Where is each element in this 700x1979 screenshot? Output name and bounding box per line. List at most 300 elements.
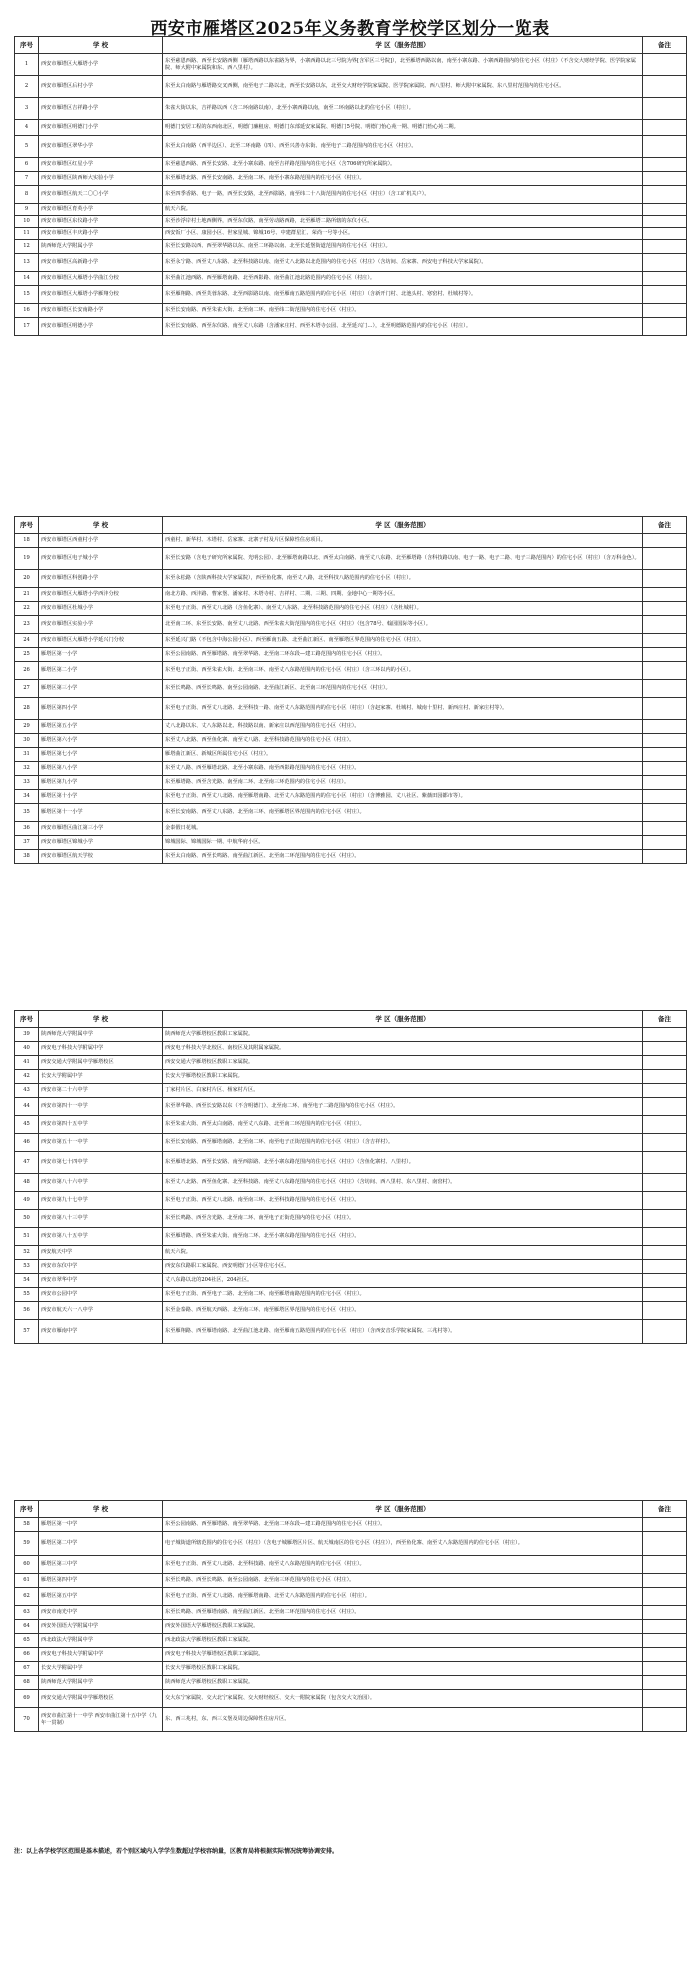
- service-area: 东至长安南路、西至朱雀大街、北至南二环、南至纬二街范围内的住宅小区（村庄）。: [163, 304, 643, 318]
- remark-cell: [643, 1192, 687, 1210]
- table-row: [15, 98, 687, 120]
- table-row: [15, 790, 687, 804]
- remark-cell: [643, 1174, 687, 1192]
- table-row: [15, 720, 687, 734]
- service-area: 西北政法大学雁塔校区教职工家属院。: [163, 1634, 643, 1648]
- row-number: 44: [15, 1098, 39, 1116]
- table-row: [15, 158, 687, 172]
- row-number: 57: [15, 1320, 39, 1344]
- header-remark: 备注: [643, 1011, 687, 1028]
- remark-cell: [643, 272, 687, 286]
- row-number: 42: [15, 1070, 39, 1084]
- table-row: [15, 1056, 687, 1070]
- header-remark: 备注: [643, 37, 687, 54]
- remark-cell: [643, 748, 687, 762]
- header-remark: 备注: [643, 1501, 687, 1518]
- row-number: 45: [15, 1116, 39, 1134]
- remark-cell: [643, 1152, 687, 1174]
- table-row: [15, 762, 687, 776]
- remark-cell: [643, 570, 687, 588]
- table-row: [15, 1116, 687, 1134]
- header-no: 序号: [15, 37, 39, 54]
- table-row: [15, 272, 687, 286]
- school-name: 雁塔区第九小学: [39, 776, 163, 790]
- school-name: 西安市雁塔区育英小学: [39, 204, 163, 216]
- remark-cell: [643, 240, 687, 254]
- table-row: [15, 1556, 687, 1574]
- table-row: [15, 120, 687, 136]
- row-number: 13: [15, 254, 39, 272]
- service-area: 东至曲江池西路、西至雁塔南路、北至西影路、南至曲江池北路范围内的住宅小区（村庄）。: [163, 272, 643, 286]
- row-number: 5: [15, 136, 39, 158]
- row-number: 39: [15, 1028, 39, 1042]
- row-number: 61: [15, 1574, 39, 1588]
- header-area: 学 区（服务范围）: [163, 1501, 643, 1518]
- remark-cell: [643, 120, 687, 136]
- row-number: 68: [15, 1676, 39, 1690]
- remark-cell: [643, 1588, 687, 1606]
- table-row: [15, 1098, 687, 1116]
- remark-cell: [643, 602, 687, 616]
- row-number: 28: [15, 698, 39, 720]
- remark-cell: [643, 216, 687, 228]
- row-number: 9: [15, 204, 39, 216]
- service-area: 长安大学雁塔校区教职工家属院。: [163, 1662, 643, 1676]
- row-number: 32: [15, 762, 39, 776]
- school-name: 雁塔区第八小学: [39, 762, 163, 776]
- service-area: 西安饭厂小区、康园小区、世家星城、锦城16号、中建群星汇、荣尚一号等小区。: [163, 228, 643, 240]
- header-school: 学 校: [39, 37, 163, 54]
- service-area: 东至雁塔北路、西至长安路、南至西影路、北至小寨东路范围内的住宅小区（村庄）（含鱼化寨村、八里村）。: [163, 1152, 643, 1174]
- service-area: 电子城街道所辖范围内的住宅小区（村庄）（含电子城雁塔区片区、航天城南区的住宅小区（村庄）），西至鱼化寨、南至丈八东路范围内的住宅小区（村庄）。: [163, 1532, 643, 1556]
- school-name: 西安市东仪中学: [39, 1260, 163, 1274]
- row-number: 15: [15, 286, 39, 304]
- table-row: [15, 304, 687, 318]
- school-name: 雁塔区第六小学: [39, 734, 163, 748]
- table-row: [15, 76, 687, 98]
- remark-cell: [643, 1634, 687, 1648]
- service-area: 东至长安路以西、西至翠华路以东、南至二环路以南、北至长延堡街道范围内的住宅小区（村庄）。: [163, 240, 643, 254]
- remark-cell: [643, 1260, 687, 1274]
- service-area: 丈八北路以东、丈八东路以北、科技路以南、新家庄以西范围内的住宅小区（村庄）。: [163, 720, 643, 734]
- row-number: 25: [15, 648, 39, 662]
- row-number: 20: [15, 570, 39, 588]
- row-number: 62: [15, 1588, 39, 1606]
- remark-cell: [643, 1676, 687, 1690]
- row-number: 10: [15, 216, 39, 228]
- table-row: [15, 1260, 687, 1274]
- remark-cell: [643, 734, 687, 748]
- service-area: 东至公园南路、西至雁塔路、南至翠华路、北至南二环东段—建工路范围内的住宅小区（村庄）。: [163, 648, 643, 662]
- header-school: 学 校: [39, 517, 163, 534]
- service-area: 西安外国语大学雁塔校区教职工家属院。: [163, 1620, 643, 1634]
- service-area: 东至永宁路、西至丈八东路、北至科技路以南、南至丈八北路以北范围内的住宅小区（村庄）（含坊间、岳家寨、西安电子科技大学家属院）。: [163, 254, 643, 272]
- school-name: 西安市雁塔区实验小学: [39, 616, 163, 634]
- remark-cell: [643, 98, 687, 120]
- row-number: 21: [15, 588, 39, 602]
- remark-cell: [643, 822, 687, 836]
- table-row: [15, 1152, 687, 1174]
- row-number: 38: [15, 850, 39, 864]
- service-area: 东至丈八北路、西至鱼化寨、南至丈八路、北至科技路范围内的住宅小区（村庄）。: [163, 734, 643, 748]
- service-area: 东至永松路（含陕西科技大学家属院），西至鱼化寨，南至丈八路，北至科技八路范围内的住宅小区（村庄）。: [163, 570, 643, 588]
- remark-cell: [643, 534, 687, 548]
- row-number: 33: [15, 776, 39, 790]
- table-row: [15, 172, 687, 186]
- remark-cell: [643, 836, 687, 850]
- school-name: 西安市第九十七中学: [39, 1192, 163, 1210]
- school-name: 西安市翠华中学: [39, 1274, 163, 1288]
- service-area: 东至电子正街、西至丈八北路、北至科技路、南至丈八东路范围内的住宅小区（村庄）。: [163, 1556, 643, 1574]
- service-area: 东至长安路（含电子研究所家属院、光明公园）、北至雁塔南路以北、西至太白南路、南至丈八东路、北至雁塔路（含科技路以南、电子一路、电子二路、电子三路范围内）的住宅小区（村庄）（含万科金色）。: [163, 548, 643, 570]
- remark-cell: [643, 588, 687, 602]
- row-number: 30: [15, 734, 39, 748]
- table-row: [15, 570, 687, 588]
- row-number: 23: [15, 616, 39, 634]
- table-row: [15, 662, 687, 680]
- row-number: 60: [15, 1556, 39, 1574]
- service-area: 东至慈恩西路、西至长安路、北至小寨东路、南至吉祥路范围内的住宅小区（含706研究所家属院）。: [163, 158, 643, 172]
- service-area: 东至朱雀大街、西至太白南路、南至丈八东路、北至南二环范围内的住宅小区（村庄）。: [163, 1116, 643, 1134]
- service-area: 东至长安南路、西至丈八东路、北至南三环、南至雁塔区界范围内的住宅小区（村庄）。: [163, 804, 643, 822]
- school-name: 雁塔区第一中学: [39, 1518, 163, 1532]
- row-number: 26: [15, 662, 39, 680]
- service-area: 交大东宁家属院、交大北宁家属院、交大财经校区、交大一附院家属院（包含交大文治园）。: [163, 1690, 643, 1708]
- row-number: 54: [15, 1274, 39, 1288]
- row-number: 3: [15, 98, 39, 120]
- district-table-page-3: [14, 1010, 687, 1344]
- school-name: 西安市雁塔区杜城小学: [39, 602, 163, 616]
- row-number: 49: [15, 1192, 39, 1210]
- remark-cell: [643, 1116, 687, 1134]
- school-name: 西安市雁塔区大雁塔小学: [39, 54, 163, 76]
- service-area: 东至太白南路与雁塔路交叉西侧，南至电子二路以北，西至长安路以东，北至交大财经学院家属院、医学院家属院、西八里村、师大附中家属院、东八里村范围内的住宅小区。: [163, 76, 643, 98]
- service-area: 金泰假日花城。: [163, 822, 643, 836]
- remark-cell: [643, 720, 687, 734]
- school-name: 雁塔区第十一小学: [39, 804, 163, 822]
- table-row: [15, 616, 687, 634]
- table-row: [15, 1320, 687, 1344]
- school-name: 西安市第八十六中学: [39, 1174, 163, 1192]
- table-row: [15, 1028, 687, 1042]
- school-name: 陕西师范大学附属小学: [39, 240, 163, 254]
- table-header-row: [15, 517, 687, 534]
- table-row: [15, 1084, 687, 1098]
- school-name: 雁塔区第一小学: [39, 648, 163, 662]
- remark-cell: [643, 1134, 687, 1152]
- row-number: 29: [15, 720, 39, 734]
- school-name: 西安市雁塔区大雁塔小学曲江分校: [39, 272, 163, 286]
- table-row: [15, 1042, 687, 1056]
- table-row: [15, 734, 687, 748]
- school-name: 西安市雁塔区吉祥路小学: [39, 98, 163, 120]
- school-name: 西安市雁塔区东仪路小学: [39, 216, 163, 228]
- table-row: [15, 1606, 687, 1620]
- service-area: 陕西师范大学雁塔校区教职工家属院。: [163, 1676, 643, 1690]
- header-area: 学 区（服务范围）: [163, 1011, 643, 1028]
- school-name: 西安市雁塔区大雁塔小学延兴门分校: [39, 634, 163, 648]
- header-school: 学 校: [39, 1011, 163, 1028]
- table-header-row: [15, 37, 687, 54]
- service-area: 西安交通大学雁塔校区教职工家属院。: [163, 1056, 643, 1070]
- school-name: 西安市第四十一中学: [39, 1098, 163, 1116]
- table-row: [15, 254, 687, 272]
- table-row: [15, 1070, 687, 1084]
- remark-cell: [643, 1274, 687, 1288]
- table-row: [15, 850, 687, 864]
- table-row: [15, 1588, 687, 1606]
- service-area: 雁塔曲江新区、新城区所属住宅小区（村庄）。: [163, 748, 643, 762]
- school-name: 西安市雁塔区电子城小学: [39, 548, 163, 570]
- school-name: 西安电子科技大学附属中学: [39, 1648, 163, 1662]
- service-area: 东至四季香路、电子一路，西至长安路，北至西影路，南至纬二十八街范围内的住宅小区（村庄）（含工矿机关户）。: [163, 186, 643, 204]
- row-number: 59: [15, 1532, 39, 1556]
- service-area: 东至长安南路、西至雁塔南路、北至南二环、南至电子正街范围内的住宅小区（村庄）（含吉祥村）。: [163, 1134, 643, 1152]
- service-area: 东至丈八路、西至雁塔北路、北至小寨东路、南至西影路范围内的住宅小区（村庄）。: [163, 762, 643, 776]
- row-number: 34: [15, 790, 39, 804]
- table-row: [15, 1708, 687, 1732]
- table-row: [15, 1302, 687, 1320]
- service-area: 东至延兴门路（不包含中海公园小区）、西至雁南五路、北至曲江新区、南至雁塔区界范围内的住宅小区（村庄）。: [163, 634, 643, 648]
- service-area: 西安东仪路职工家属院、西安明德门小区等住宅小区。: [163, 1260, 643, 1274]
- row-number: 7: [15, 172, 39, 186]
- service-area: 东至雁塔路、西至朱雀大街、南至南二环、北至小寨东路范围内的住宅小区（村庄）。: [163, 1228, 643, 1246]
- row-number: 41: [15, 1056, 39, 1070]
- table-row: [15, 602, 687, 616]
- school-name: 西安市雁塔区锦城小学: [39, 836, 163, 850]
- header-no: 序号: [15, 1011, 39, 1028]
- table-row: [15, 1634, 687, 1648]
- service-area: 锦城国际、锦城国际一期、中航华府小区。: [163, 836, 643, 850]
- table-row: [15, 534, 687, 548]
- remark-cell: [643, 1056, 687, 1070]
- school-name: 西安市雁塔区曲江第三小学: [39, 822, 163, 836]
- remark-cell: [643, 228, 687, 240]
- school-name: 西安市公园中学: [39, 1288, 163, 1302]
- remark-cell: [643, 318, 687, 336]
- service-area: 明德门安居工程的东西南北区，明德门廉租房、明德门东部延安家属院、明德门5号院、明德门怡心苑一期、明德门怡心苑二期。: [163, 120, 643, 136]
- table-row: [15, 216, 687, 228]
- service-area: 东至公园南路、西至雁塔路、南至翠华路、北至南二环东段—建工路范围内的住宅小区（村庄）。: [163, 1518, 643, 1532]
- table-row: [15, 1620, 687, 1634]
- school-name: 西安市曲江第十一中学 西安市曲江第十五中学（九年一贯制）: [39, 1708, 163, 1732]
- school-name: 西安市雁塔区长安南路小学: [39, 304, 163, 318]
- row-number: 1: [15, 54, 39, 76]
- remark-cell: [643, 1574, 687, 1588]
- remark-cell: [643, 1288, 687, 1302]
- service-area: 东至电子正街、西至电子二路、北至南二环、南至雁塔南路范围内的住宅小区（村庄）。: [163, 1288, 643, 1302]
- remark-cell: [643, 804, 687, 822]
- table-row: [15, 1676, 687, 1690]
- school-name: 陕西师范大学附属中学: [39, 1028, 163, 1042]
- remark-cell: [643, 1620, 687, 1634]
- remark-cell: [643, 304, 687, 318]
- table-row: [15, 836, 687, 850]
- service-area: 东至长安南路、西至东仪路、南至丈八东路（含潘家庄村、西至木塔寺公园、北至延兴门…），北至明德路范围内的住宅小区（村庄）。: [163, 318, 643, 336]
- district-table-page-2: [14, 516, 687, 864]
- school-name: 西安市第八十五中学: [39, 1228, 163, 1246]
- service-area: 航天六院。: [163, 1246, 643, 1260]
- remark-cell: [643, 136, 687, 158]
- service-area: 陕西师范大学雁塔校区教职工家属院。: [163, 1028, 643, 1042]
- school-name: 西安市航天六一八中学: [39, 1302, 163, 1320]
- school-name: 西安市第四十五中学: [39, 1116, 163, 1134]
- school-name: 雁塔区第二小学: [39, 662, 163, 680]
- school-name: 长安大学附属中学: [39, 1662, 163, 1676]
- school-name: 西安市雁塔区陕西师大实验小学: [39, 172, 163, 186]
- row-number: 52: [15, 1246, 39, 1260]
- row-number: 63: [15, 1606, 39, 1620]
- row-number: 43: [15, 1084, 39, 1098]
- row-number: 51: [15, 1228, 39, 1246]
- row-number: 31: [15, 748, 39, 762]
- row-number: 8: [15, 186, 39, 204]
- table-row: [15, 1532, 687, 1556]
- service-area: 东至雁塔路、西至含光路、南至南二环、北至南三环范围内的住宅小区（村庄）。: [163, 776, 643, 790]
- table-row: [15, 1246, 687, 1260]
- school-name: 雁塔区第五中学: [39, 1588, 163, 1606]
- table-row: [15, 186, 687, 204]
- table-header-row: [15, 1011, 687, 1028]
- remark-cell: [643, 698, 687, 720]
- table-row: [15, 1274, 687, 1288]
- school-name: 雁塔区第七小学: [39, 748, 163, 762]
- remark-cell: [643, 1246, 687, 1260]
- row-number: 37: [15, 836, 39, 850]
- header-no: 序号: [15, 1501, 39, 1518]
- service-area: 东至太白南路、西至长鸣路、南至曲江新区、北至南二环范围内的住宅小区（村庄）。: [163, 850, 643, 864]
- remark-cell: [643, 286, 687, 304]
- remark-cell: [643, 1518, 687, 1532]
- remark-cell: [643, 762, 687, 776]
- service-area: 长安大学雁塔校区教职工家属院。: [163, 1070, 643, 1084]
- table-row: [15, 204, 687, 216]
- row-number: 65: [15, 1634, 39, 1648]
- row-number: 19: [15, 548, 39, 570]
- table-row: [15, 1648, 687, 1662]
- table-row: [15, 1518, 687, 1532]
- school-name: 西安市雁塔区大雁塔小学西沣分校: [39, 588, 163, 602]
- footnote: 注：以上各学校学区范围是基本描述，若个别区域内入学学生数超过学校容纳量，区教育局将根据实际情况统筹协调安排。: [14, 1848, 339, 1855]
- school-name: 西安市雁塔区大雁塔小学雁翔分校: [39, 286, 163, 304]
- district-table-page-1: [14, 36, 687, 336]
- table-row: [15, 748, 687, 762]
- table-row: [15, 588, 687, 602]
- remark-cell: [643, 172, 687, 186]
- school-name: 西安市雁塔区后村小学: [39, 76, 163, 98]
- service-area: 朱雀大街以东，吉祥路以西（含二环南路以南），北至小寨西路以南，南至二环南路以北的住宅小区（村庄）。: [163, 98, 643, 120]
- school-name: 西安市雁塔区科创路小学: [39, 570, 163, 588]
- row-number: 24: [15, 634, 39, 648]
- header-school: 学 校: [39, 1501, 163, 1518]
- school-name: 西安外国语大学附属中学: [39, 1620, 163, 1634]
- row-number: 58: [15, 1518, 39, 1532]
- service-area: 东、西三兆村，东、西三义堡及周边保障性住房片区。: [163, 1708, 643, 1732]
- remark-cell: [643, 1532, 687, 1556]
- service-area: 丁家村片区、白家村片区、杨家村片区。: [163, 1084, 643, 1098]
- service-area: 东至翠华路、西至长安路以东（不含明德门）、北至南二环、南至电子二路范围内的住宅小区（村庄）。: [163, 1098, 643, 1116]
- row-number: 66: [15, 1648, 39, 1662]
- service-area: 东至长鸣路、西至含光路、北至南二环、南至电子正街范围内的住宅小区（村庄）。: [163, 1210, 643, 1228]
- row-number: 69: [15, 1690, 39, 1708]
- remark-cell: [643, 548, 687, 570]
- row-number: 16: [15, 304, 39, 318]
- row-number: 64: [15, 1620, 39, 1634]
- remark-cell: [643, 616, 687, 634]
- row-number: 18: [15, 534, 39, 548]
- service-area: 东至电子正街、西至丈八北路（含鱼化寨）、南至丈八东路、北至科技路范围内的住宅小区（村庄）（含杜城村）。: [163, 602, 643, 616]
- remark-cell: [643, 204, 687, 216]
- remark-cell: [643, 1210, 687, 1228]
- row-number: 70: [15, 1708, 39, 1732]
- row-number: 27: [15, 680, 39, 698]
- remark-cell: [643, 1648, 687, 1662]
- table-row: [15, 698, 687, 720]
- row-number: 46: [15, 1134, 39, 1152]
- remark-cell: [643, 1028, 687, 1042]
- service-area: 东至电子正街、西至丈八北路、南至雁塔南路、北至丈八东路范围内的住宅小区（村庄）（含博雅园、丈八社区、紫薇田园都市等）。: [163, 790, 643, 804]
- page-title: 西安市雁塔区2025年义务教育学校学区划分一览表: [150, 19, 550, 39]
- table-row: [15, 136, 687, 158]
- school-name: 西安航天中学: [39, 1246, 163, 1260]
- row-number: 2: [15, 76, 39, 98]
- row-number: 35: [15, 804, 39, 822]
- table-row: [15, 1690, 687, 1708]
- table-row: [15, 240, 687, 254]
- school-name: 西安市雁塔区明德门小学: [39, 120, 163, 136]
- school-name: 西安市雁塔区翠华小学: [39, 136, 163, 158]
- remark-cell: [643, 158, 687, 172]
- remark-cell: [643, 1098, 687, 1116]
- school-name: 西安市雁南中学: [39, 1320, 163, 1344]
- service-area: 东至金泰路、西至航天西路、北至南三环、南至雁塔区界范围内的住宅小区（村庄）。: [163, 1302, 643, 1320]
- row-number: 40: [15, 1042, 39, 1056]
- table-row: [15, 228, 687, 240]
- table-row: [15, 54, 687, 76]
- school-name: 西安市第八十三中学: [39, 1210, 163, 1228]
- school-name: 西安市第五十一中学: [39, 1134, 163, 1152]
- service-area: 东至雁塔北路、西至长安南路、北至南二环、南至小寨东路范围内的住宅小区（村庄）。: [163, 172, 643, 186]
- table-row: [15, 776, 687, 790]
- table-row: [15, 1174, 687, 1192]
- school-name: 西安市雁塔区明德小学: [39, 318, 163, 336]
- school-name: 雁塔区第五小学: [39, 720, 163, 734]
- school-name: 西北政法大学附属中学: [39, 1634, 163, 1648]
- school-name: 西安市第二十六中学: [39, 1084, 163, 1098]
- table-row: [15, 822, 687, 836]
- row-number: 22: [15, 602, 39, 616]
- school-name: 西安市雁塔区西童村小学: [39, 534, 163, 548]
- school-name: 西安电子科技大学附属中学: [39, 1042, 163, 1056]
- service-area: 东至长鸣路、西至长鸣路、南至公园南路、北至曲江新区、北至南三环范围内的住宅小区（村庄）。: [163, 680, 643, 698]
- table-row: [15, 1134, 687, 1152]
- table-row: [15, 286, 687, 304]
- district-table-page-4: [14, 1500, 687, 1732]
- school-name: 西安交通大学附属中学雁塔校区: [39, 1056, 163, 1070]
- row-number: 4: [15, 120, 39, 136]
- service-area: 东至慈恩西路、西至长安路西侧（雁塔西路以东雀路为界，小寨西路以北三号院为界[含军区三号院]），北至雁塔西路以南，南至小寨东路、小寨西路围内的住宅小区（村庄）（不含交大财经学院、医学院家属院、师大附中家属院和东、西八里村）。: [163, 54, 643, 76]
- remark-cell: [643, 254, 687, 272]
- remark-cell: [643, 1556, 687, 1574]
- service-area: 南北方路、西沣路、曹家堡、潘家村、木塔寺村、吉祥村、二期、三期、四期、金地中心一期等小区。: [163, 588, 643, 602]
- school-name: 雁塔区第二中学: [39, 1532, 163, 1556]
- remark-cell: [643, 1690, 687, 1708]
- remark-cell: [643, 54, 687, 76]
- row-number: 12: [15, 240, 39, 254]
- table-row: [15, 804, 687, 822]
- table-row: [15, 318, 687, 336]
- row-number: 11: [15, 228, 39, 240]
